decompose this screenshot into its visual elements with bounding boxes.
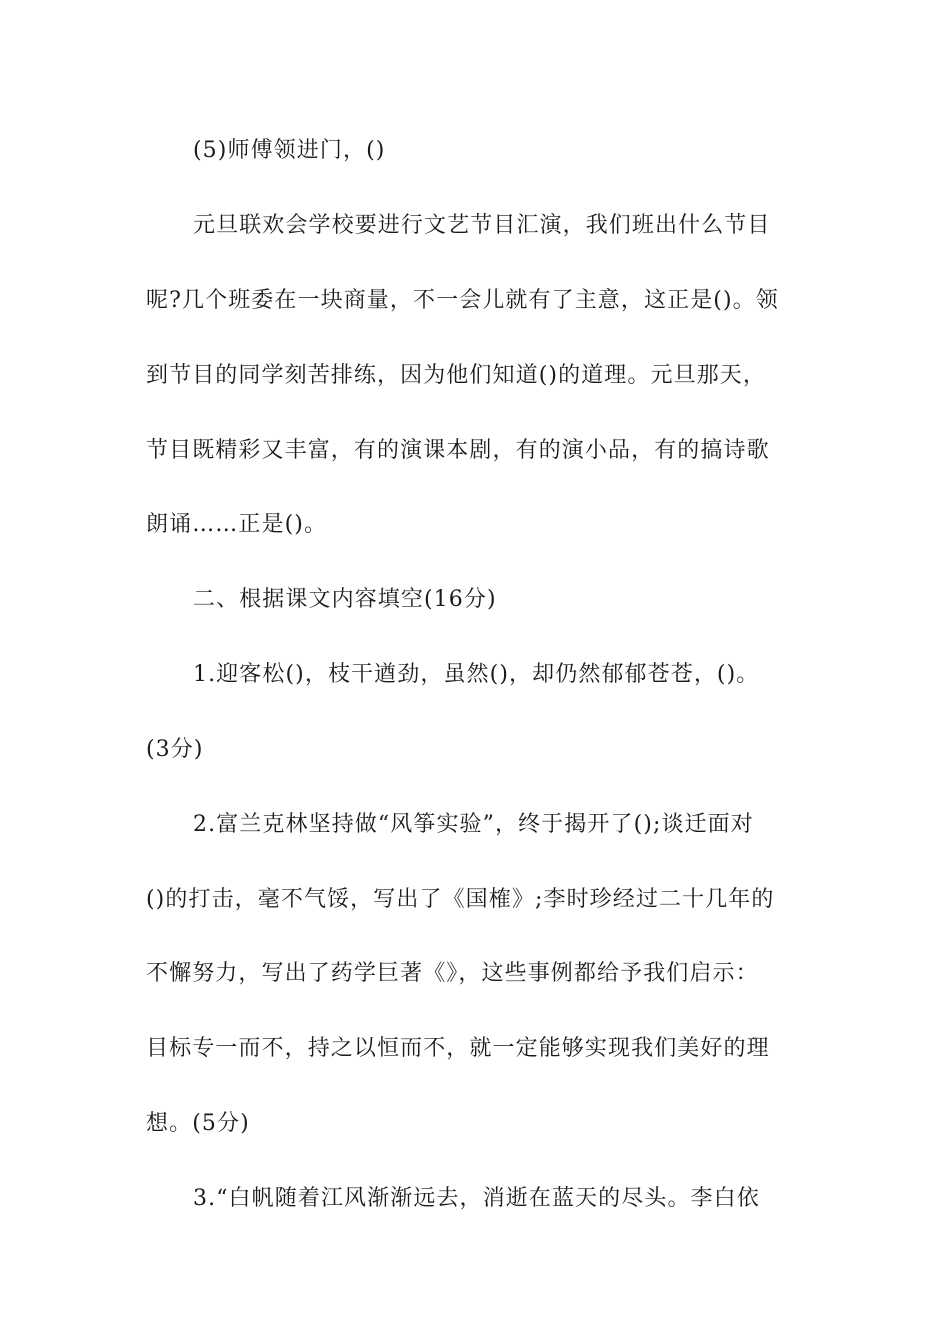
- text-line-10: 2.富兰克林坚持做“风筝实验”，终于揭开了();谈迁面对: [193, 812, 754, 837]
- text-line-12: 不懈努力，写出了药学巨著《》，这些事例都给予我们启示：: [146, 961, 759, 986]
- text-line-3: 呢?几个班委在一块商量，不一会儿就有了主意，这正是()。领: [146, 288, 779, 313]
- text-line-1: (5)师傅领进门，(): [193, 138, 386, 163]
- text-line-4: 到节目的同学刻苦排练，因为他们知道()的道理。元旦那天，: [146, 363, 766, 388]
- text-line-6: 朗诵……正是()。: [146, 512, 328, 537]
- text-line-11: ()的打击，毫不气馁，写出了《国榷》;李时珍经过二十几年的: [146, 887, 775, 912]
- text-line-14: 想。(5分): [146, 1111, 250, 1136]
- text-line-13: 目标专一而不，持之以恒而不，就一定能够实现我们美好的理: [146, 1036, 770, 1061]
- text-line-8: 1.迎客松()，枝干遒劲，虽然()，却仍然郁郁苍苍，()。: [193, 662, 760, 687]
- text-line-2: 元旦联欢会学校要进行文艺节目汇演，我们班出什么节目: [193, 213, 771, 238]
- text-line-15: 3.“白帆随着江风渐渐远去，消逝在蓝天的尽头。李白依: [193, 1186, 760, 1211]
- text-line-9: (3分): [146, 737, 204, 762]
- text-line-5: 节目既精彩又丰富，有的演课本剧，有的演小品，有的搞诗歌: [146, 438, 770, 463]
- section-heading: 二、根据课文内容填空(16分): [193, 587, 497, 612]
